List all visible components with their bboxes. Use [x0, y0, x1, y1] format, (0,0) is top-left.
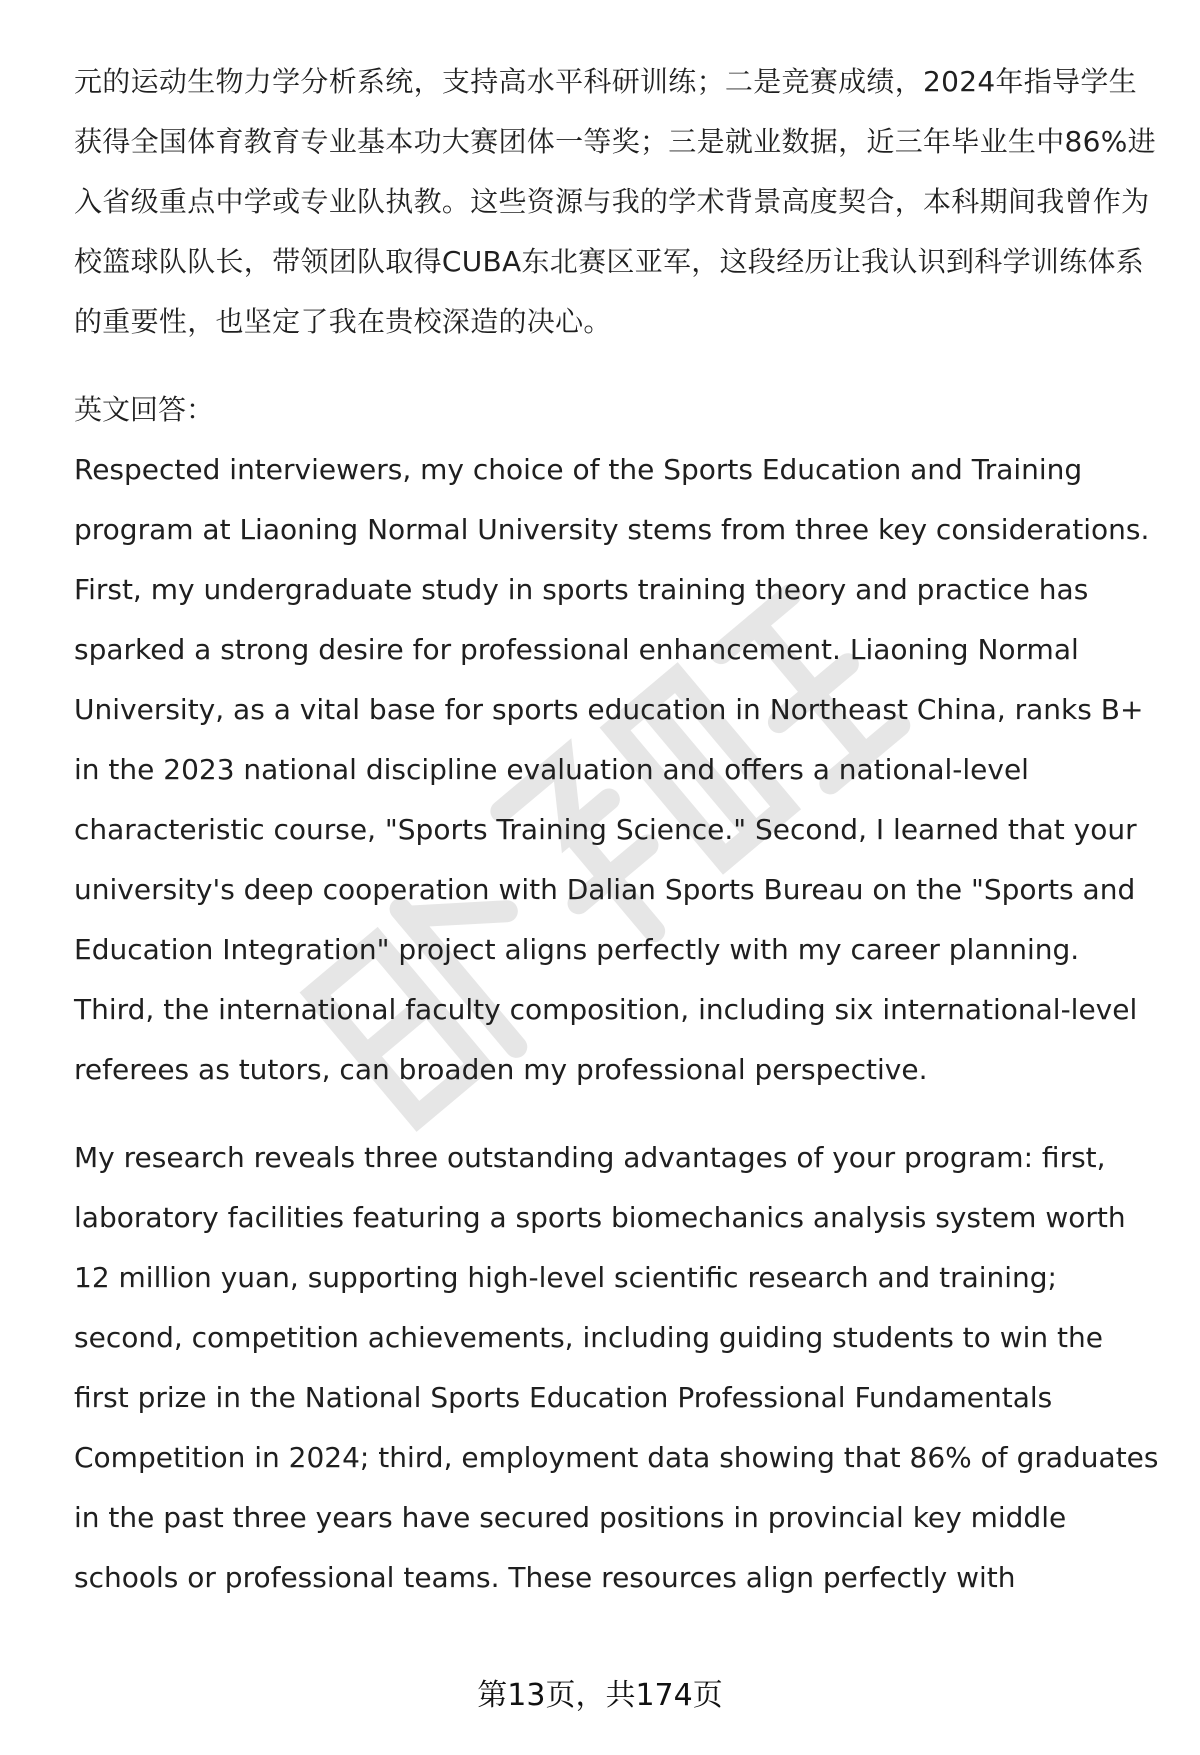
paragraph-gap — [74, 1100, 1164, 1128]
paragraph-gap — [74, 352, 1164, 380]
english-answer-label: 英文回答： — [74, 393, 215, 426]
document-body — [74, 52, 1164, 1608]
chinese-answer-continuation: 元的运动生物力学分析系统，支持高水平科研训练；二是竞赛成绩，2024年指导学生获得全国体育教育专业基本功大赛团体一等奖；三是就业数据，近三年毕业生中86%进入省级重点中学或专业队执教。这些资源与我的学术背景高度契合，本科期间我曾作为校篮球队队长，带领团队取得CUBA东北赛区亚军，这段经历让我认识到科学训练体系的重要性，也坚定了我在贵校深造的决心。 — [74, 65, 1156, 338]
page-number-footer: 第13页，共174页 — [477, 1678, 723, 1713]
english-answer-paragraph-1: Respected interviewers, my choice of the Sports Education and Training program at Liaoning Normal University stems from three key considerations. First, my undergraduate study in sports training theory and practice has sparked a strong desire for professional enhancement. Liaoning Normal University, as a vital base for sports education in Northeast China, ranks B+ in the 2023 national discipline evaluation and offers a national-level characteristic course, "Sports Training Science." Second, I learned that your university's deep cooperation with Dalian Sports Bureau on the "Sports and Education Integration" project aligns perfectly with my career planning. Third, the international faculty composition, including six international-level referees as tutors, can broaden my professional perspective. — [74, 453, 1150, 1086]
english-answer-paragraph-2: My research reveals three outstanding advantages of your program: first, laboratory facilities featuring a sports biomechanics analysis system worth 12 million yuan, supporting high-level scientific research and training; second, competition achievements, including guiding students to win the first prize in the National Sports Education Professional Fundamentals Competition in 2024; third, employment data showing that 86% of graduates in the past three years have secured positions in provincial key middle schools or professional teams. These resources align perfectly with — [74, 1141, 1159, 1594]
